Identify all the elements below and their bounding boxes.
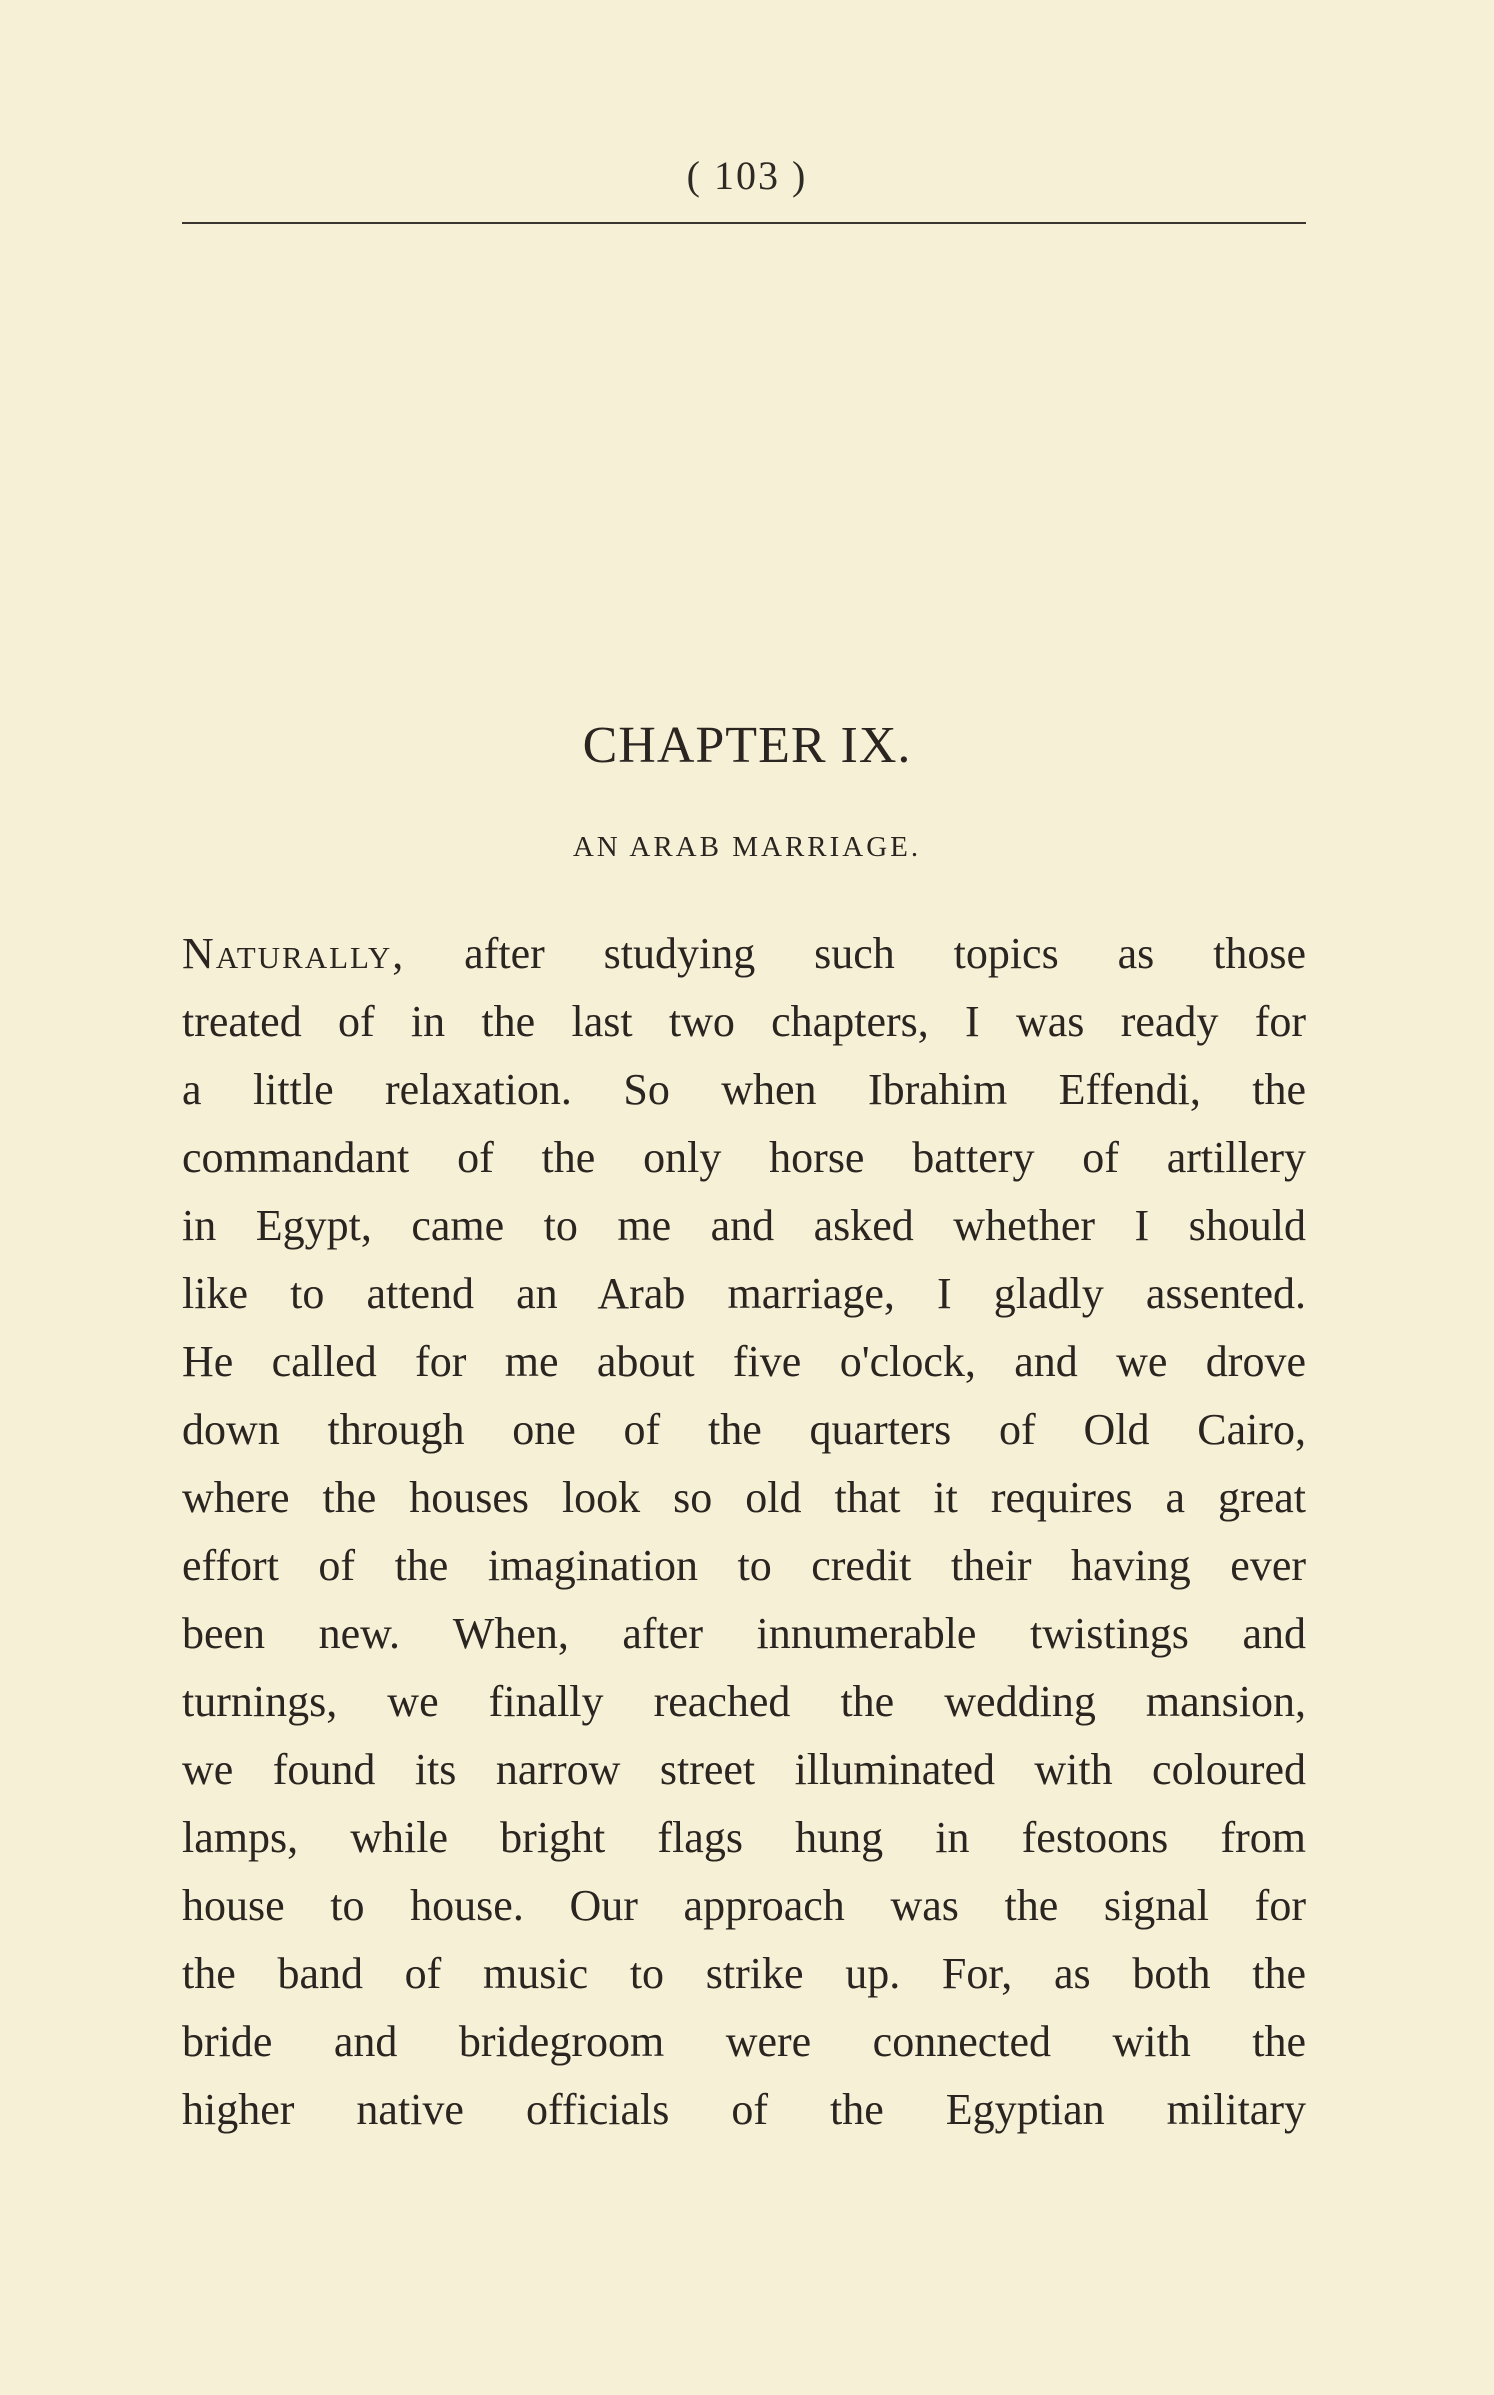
chapter-subtitle: AN ARAB MARRIAGE. [572,831,922,863]
text-line: lamps, while bright flags hung in festoons from [182,1813,1306,1862]
text-line: effort of the imagination to credit their having ever [182,1541,1306,1590]
text-line: like to attend an Arab marriage, I gladly assented. [182,1269,1306,1318]
opening-word: Naturally, [182,929,406,978]
chapter-title: CHAPTER IX. [582,717,912,774]
text-line: treated of in the last two chapters, I was ready for [182,997,1306,1046]
text-line: turnings, we finally reached the wedding mansion, [182,1677,1306,1726]
text-line: house to house. Our approach was the signal for [182,1881,1306,1930]
text-line: been new. When, after innumerable twistings and [182,1609,1306,1658]
text-line: a little relaxation. So when Ibrahim Effendi, the [182,1065,1306,1114]
text-line: where the houses look so old that it requires a great [182,1473,1306,1522]
text-line: higher native officials of the Egyptian military [182,2085,1306,2134]
header-rule [182,222,1306,224]
text-line-content: after studying such topics as those [405,929,1306,978]
page-number: ( 103 ) [686,153,808,198]
text-line: bride and bridegroom were connected with the [182,2017,1306,2066]
text-line: commandant of the only horse battery of artillery [182,1133,1306,1182]
text-line: down through one of the quarters of Old Cairo, [182,1405,1306,1454]
text-line: we found its narrow street illuminated with coloured [182,1745,1306,1794]
text-line: the band of music to strike up. For, as both the [182,1949,1306,1998]
body-text [182,920,1306,2144]
text-line: in Egypt, came to me and asked whether I should [182,1201,1306,1250]
text-line [182,920,1306,988]
text-line: He called for me about five o'clock, and we drove [182,1337,1306,1386]
